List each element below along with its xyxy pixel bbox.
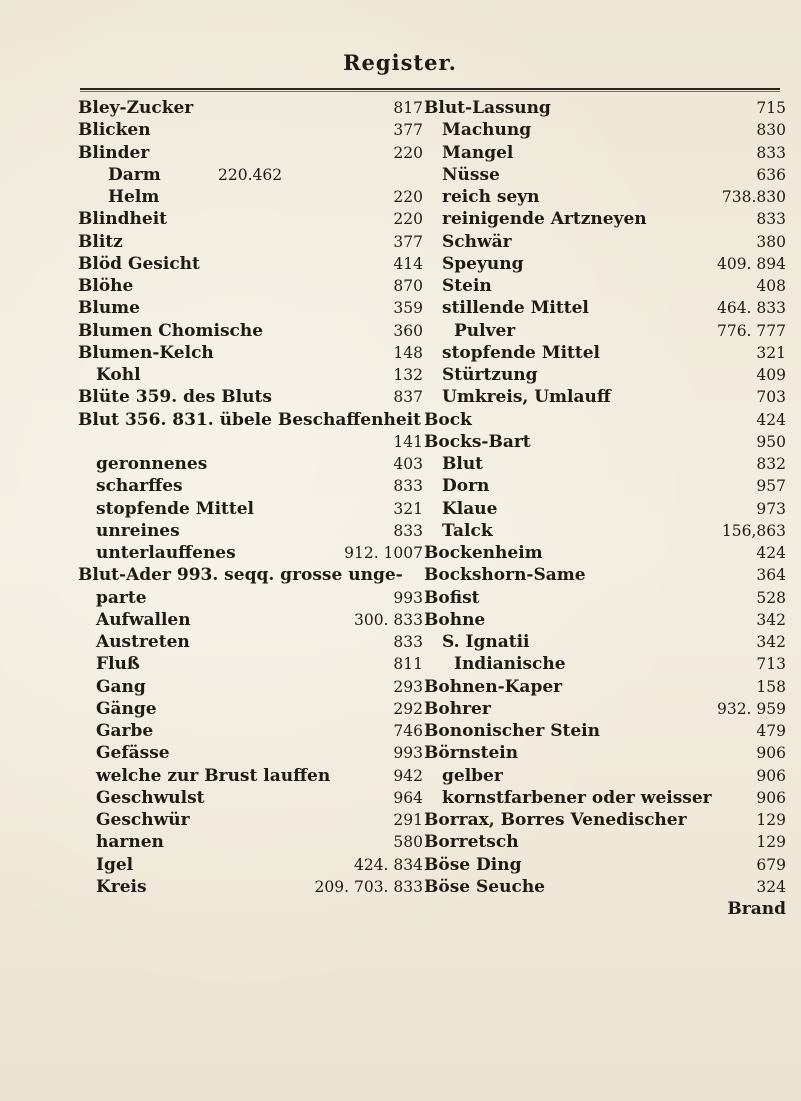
entry-term: stopfende Mittel bbox=[96, 498, 255, 519]
register-entry bbox=[424, 587, 786, 609]
entry-term: Blüte 359. des Bluts bbox=[78, 387, 272, 408]
entry-term: Bofist bbox=[424, 587, 480, 608]
register-entry bbox=[78, 876, 423, 898]
entry-page-number: 870 bbox=[393, 277, 423, 295]
register-entry bbox=[424, 386, 786, 408]
entry-page-number: 833 bbox=[756, 143, 786, 162]
entry-page-number: 906 bbox=[756, 766, 786, 785]
entry-page-number: 209. 703. 833 bbox=[314, 877, 423, 896]
entry-page-number: 141 bbox=[393, 432, 423, 451]
entry-page-number: 811 bbox=[393, 655, 423, 674]
entry-term: Speyung bbox=[442, 253, 524, 274]
register-entry bbox=[78, 542, 423, 564]
entry-page-number: 409. 894 bbox=[716, 254, 786, 273]
entry-page-number: 324 bbox=[756, 877, 786, 896]
register-entry bbox=[424, 809, 786, 831]
entry-term: reich seyn bbox=[442, 187, 540, 207]
entry-term: Böse Seuche bbox=[424, 876, 545, 897]
register-entry bbox=[78, 231, 423, 253]
register-entry bbox=[78, 208, 423, 230]
register-entry bbox=[424, 208, 786, 230]
register-entry bbox=[424, 787, 786, 809]
entry-term: Bockenheim bbox=[424, 543, 543, 563]
register-entry bbox=[78, 253, 423, 275]
entry-term: Kreis bbox=[96, 876, 147, 897]
entry-term: Börnstein bbox=[424, 743, 519, 764]
register-entry bbox=[424, 542, 786, 564]
register-entry bbox=[424, 720, 786, 742]
register-entry bbox=[424, 186, 786, 208]
entry-term: Fluß bbox=[96, 654, 140, 675]
entry-term: Gang bbox=[96, 676, 146, 697]
register-entry bbox=[424, 831, 786, 853]
register-entry bbox=[424, 142, 786, 164]
entry-page-number: 703 bbox=[756, 388, 786, 407]
entry-page-number: 932. 959 bbox=[716, 699, 786, 718]
entry-term: geronnenes bbox=[96, 454, 208, 474]
entry-term: Blut 356. 831. übele Beschaffenheit bbox=[78, 409, 421, 430]
entry-term: Blicken bbox=[78, 120, 151, 141]
entry-page-number: 950 bbox=[756, 432, 786, 451]
entry-term: Böse Ding bbox=[424, 854, 522, 875]
entry-page-number: 321 bbox=[393, 499, 423, 518]
entry-term: Blume bbox=[78, 298, 140, 319]
register-entry bbox=[78, 653, 423, 675]
entry-term: Blöd Gesicht bbox=[78, 253, 200, 274]
register-entry bbox=[78, 520, 423, 542]
register-entry bbox=[78, 742, 423, 764]
register-entry bbox=[78, 787, 423, 809]
entry-page-number: 364 bbox=[756, 566, 786, 585]
entry-term: Bockshorn-Same bbox=[424, 565, 586, 586]
entry-page-number: 832 bbox=[756, 455, 786, 473]
entry-page-number: 220 bbox=[393, 143, 423, 162]
entry-term: Bohne bbox=[424, 609, 486, 630]
entry-page-number: 342 bbox=[756, 633, 786, 651]
entry-page-number: 912. 1007 bbox=[344, 544, 423, 562]
entry-term: Borrax, Borres Venedischer bbox=[424, 810, 687, 830]
register-entry bbox=[78, 831, 423, 853]
entry-page-number: 424. 834 bbox=[353, 855, 423, 874]
entry-term: Klaue bbox=[442, 498, 498, 519]
register-entry bbox=[424, 231, 786, 253]
entry-term: Schwär bbox=[442, 231, 512, 252]
entry-term: Blumen Chomische bbox=[78, 320, 264, 341]
entry-term: Gefässe bbox=[96, 743, 170, 764]
entry-page-number: 713 bbox=[756, 655, 786, 674]
register-entry bbox=[78, 431, 423, 453]
register-entry bbox=[424, 275, 786, 297]
entry-page-number: 817 bbox=[393, 99, 423, 117]
register-entry bbox=[78, 631, 423, 653]
entry-page-number: 906 bbox=[756, 788, 786, 807]
register-entry bbox=[424, 97, 786, 119]
entry-term: Blitz bbox=[78, 231, 123, 252]
entry-page-number: 833 bbox=[393, 633, 423, 651]
entry-term: Blinder bbox=[78, 142, 150, 163]
register-entry bbox=[424, 653, 786, 675]
register-entry bbox=[424, 453, 786, 475]
entry-page-number: 158 bbox=[756, 677, 786, 696]
register-entry bbox=[424, 609, 786, 631]
entry-page-number: 830 bbox=[756, 121, 786, 140]
entry-page-number: 408 bbox=[756, 277, 786, 295]
entry-term: welche zur Brust lauffen bbox=[96, 765, 331, 786]
entry-page-number: 679 bbox=[756, 855, 786, 874]
entry-term: reinigende Artzneyen bbox=[442, 209, 647, 230]
entry-page-number: 377 bbox=[393, 121, 423, 140]
entry-page-number: 414 bbox=[393, 254, 423, 273]
register-entry bbox=[424, 742, 786, 764]
register-entry bbox=[78, 119, 423, 141]
entry-page-number: 359 bbox=[393, 299, 423, 318]
register-entry bbox=[78, 587, 423, 609]
entry-term: S. Ignatii bbox=[442, 632, 530, 652]
entry-term: Borretsch bbox=[424, 832, 519, 853]
entry-page-number: 291 bbox=[393, 811, 423, 829]
register-entry bbox=[424, 564, 786, 586]
entry-page-number: 776. 777 bbox=[716, 321, 786, 340]
register-left-column bbox=[78, 97, 423, 898]
entry-term: Austreten bbox=[96, 632, 190, 652]
entry-term: Dorn bbox=[442, 476, 490, 497]
entry-term: Nüsse bbox=[442, 164, 500, 185]
register-entry bbox=[424, 342, 786, 364]
register-entry bbox=[424, 409, 786, 431]
register-entry bbox=[78, 186, 423, 208]
entry-term: Mangel bbox=[442, 142, 514, 163]
header-rule-secondary bbox=[80, 91, 780, 92]
register-entry bbox=[78, 676, 423, 698]
entry-page-number: 906 bbox=[756, 744, 786, 763]
entry-page-number: 292 bbox=[393, 699, 423, 718]
entry-term: gelber bbox=[442, 765, 503, 786]
register-entry bbox=[424, 765, 786, 787]
register-entry bbox=[78, 297, 423, 319]
entry-page-number: 220.462 bbox=[218, 165, 283, 184]
entry-term: Pulver bbox=[454, 320, 516, 341]
register-entry bbox=[424, 631, 786, 653]
register-entry bbox=[424, 676, 786, 698]
register-entry bbox=[78, 142, 423, 164]
entry-term: Darm bbox=[108, 164, 161, 185]
entry-page-number: 148 bbox=[393, 343, 423, 362]
entry-page-number: 738.830 bbox=[721, 188, 786, 206]
register-entry bbox=[78, 564, 423, 586]
entry-term: harnen bbox=[96, 832, 164, 853]
entry-term: Bocks-Bart bbox=[424, 431, 531, 452]
entry-term: Geschwür bbox=[96, 810, 190, 830]
register-entry bbox=[424, 320, 786, 342]
register-entry bbox=[424, 854, 786, 876]
entry-page-number: 220 bbox=[393, 188, 423, 206]
entry-term: Talck bbox=[442, 520, 493, 541]
register-entry bbox=[78, 97, 423, 119]
entry-term: Umkreis, Umlauff bbox=[442, 387, 611, 408]
entry-page-number: 360 bbox=[393, 321, 423, 340]
entry-page-number: 833 bbox=[756, 210, 786, 229]
entry-term: Bley-Zucker bbox=[78, 98, 194, 118]
register-entry bbox=[424, 876, 786, 898]
entry-term: stillende Mittel bbox=[442, 298, 589, 319]
header-rule bbox=[80, 88, 780, 90]
entry-page-number: 993 bbox=[393, 588, 423, 607]
entry-term: unreines bbox=[96, 520, 180, 541]
entry-term: Kohl bbox=[96, 365, 141, 385]
register-entry bbox=[78, 498, 423, 520]
entry-page-number: Brand bbox=[727, 899, 786, 919]
entry-term: unterlauffenes bbox=[96, 543, 236, 563]
entry-term: Helm bbox=[108, 187, 160, 207]
entry-page-number: 156,863 bbox=[721, 521, 786, 540]
register-entry bbox=[78, 364, 423, 386]
entry-page-number: 957 bbox=[756, 477, 786, 496]
entry-term: Bohrer bbox=[424, 698, 491, 719]
register-entry bbox=[78, 342, 423, 364]
entry-page-number: 293 bbox=[393, 677, 423, 696]
entry-term: Blöhe bbox=[78, 276, 134, 296]
register-entry bbox=[424, 698, 786, 720]
entry-page-number: 580 bbox=[393, 833, 423, 852]
register-entry bbox=[424, 520, 786, 542]
entry-page-number: 479 bbox=[756, 722, 786, 740]
page-header: Register. bbox=[343, 50, 457, 75]
entry-term: stopfende Mittel bbox=[442, 342, 601, 363]
entry-page-number: 837 bbox=[393, 388, 423, 407]
entry-term: Blumen-Kelch bbox=[78, 342, 214, 363]
register-entry bbox=[424, 119, 786, 141]
entry-term: Igel bbox=[96, 854, 134, 875]
register-entry bbox=[78, 275, 423, 297]
entry-page-number: 528 bbox=[756, 588, 786, 607]
entry-page-number: 377 bbox=[393, 232, 423, 251]
register-entry bbox=[78, 164, 423, 186]
entry-term: kornstfarbener oder weisser bbox=[442, 787, 712, 808]
entry-page-number: 973 bbox=[756, 499, 786, 518]
entry-page-number: 220 bbox=[393, 210, 423, 229]
entry-page-number: 321 bbox=[756, 343, 786, 362]
entry-page-number: 715 bbox=[756, 99, 786, 117]
register-entry bbox=[424, 297, 786, 319]
register-right-column bbox=[424, 97, 786, 920]
register-entry bbox=[78, 320, 423, 342]
entry-term: Aufwallen bbox=[96, 609, 191, 630]
entry-page-number: 636 bbox=[756, 165, 786, 184]
register-entry bbox=[424, 364, 786, 386]
entry-term: Blindheit bbox=[78, 209, 168, 230]
register-entry bbox=[424, 498, 786, 520]
register-entry bbox=[78, 386, 423, 408]
entry-term: Indianische bbox=[454, 654, 566, 675]
entry-page-number: 746 bbox=[393, 722, 423, 740]
entry-page-number: 833 bbox=[393, 477, 423, 496]
entry-page-number: 300. 833 bbox=[353, 610, 423, 629]
entry-page-number: 424 bbox=[756, 544, 786, 562]
register-entry bbox=[78, 809, 423, 831]
entry-page-number: 380 bbox=[756, 232, 786, 251]
register-entry bbox=[78, 854, 423, 876]
entry-term: Geschwulst bbox=[96, 787, 205, 808]
entry-page-number: 964 bbox=[393, 788, 423, 807]
entry-page-number: 129 bbox=[756, 811, 786, 829]
entry-term: Blut bbox=[442, 454, 484, 474]
entry-page-number: 424 bbox=[756, 410, 786, 429]
entry-page-number: 342 bbox=[756, 610, 786, 629]
entry-term: Gänge bbox=[96, 698, 157, 719]
entry-page-number: 942 bbox=[393, 766, 423, 785]
entry-term: Garbe bbox=[96, 721, 154, 741]
entry-term: Blut-Ader 993. seqq. grosse unge- bbox=[78, 565, 403, 586]
entry-term: Bononischer Stein bbox=[424, 721, 600, 741]
register-entry bbox=[78, 765, 423, 787]
entry-term: parte bbox=[96, 587, 147, 608]
entry-page-number: 129 bbox=[756, 833, 786, 852]
entry-term: Stein bbox=[442, 276, 492, 296]
entry-page-number: 132 bbox=[393, 366, 423, 384]
entry-page-number: 833 bbox=[393, 521, 423, 540]
register-entry bbox=[78, 609, 423, 631]
entry-term: scharffes bbox=[96, 476, 183, 497]
register-entry bbox=[424, 898, 786, 920]
entry-term: Bohnen-Kaper bbox=[424, 676, 563, 697]
register-entry bbox=[424, 253, 786, 275]
entry-page-number: 993 bbox=[393, 744, 423, 763]
register-entry bbox=[78, 453, 423, 475]
entry-term: Stürtzung bbox=[442, 365, 538, 385]
register-entry bbox=[424, 431, 786, 453]
register-entry bbox=[78, 698, 423, 720]
register-entry bbox=[424, 164, 786, 186]
register-entry bbox=[424, 475, 786, 497]
register-entry bbox=[78, 409, 423, 431]
entry-term: Blut-Lassung bbox=[424, 98, 551, 118]
entry-page-number: 403 bbox=[393, 455, 423, 473]
entry-page-number: 464. 833 bbox=[716, 299, 786, 318]
entry-term: Machung bbox=[442, 120, 532, 141]
register-entry bbox=[78, 475, 423, 497]
entry-page-number: 409 bbox=[756, 366, 786, 384]
register-entry bbox=[78, 720, 423, 742]
entry-term: Bock bbox=[424, 409, 472, 430]
